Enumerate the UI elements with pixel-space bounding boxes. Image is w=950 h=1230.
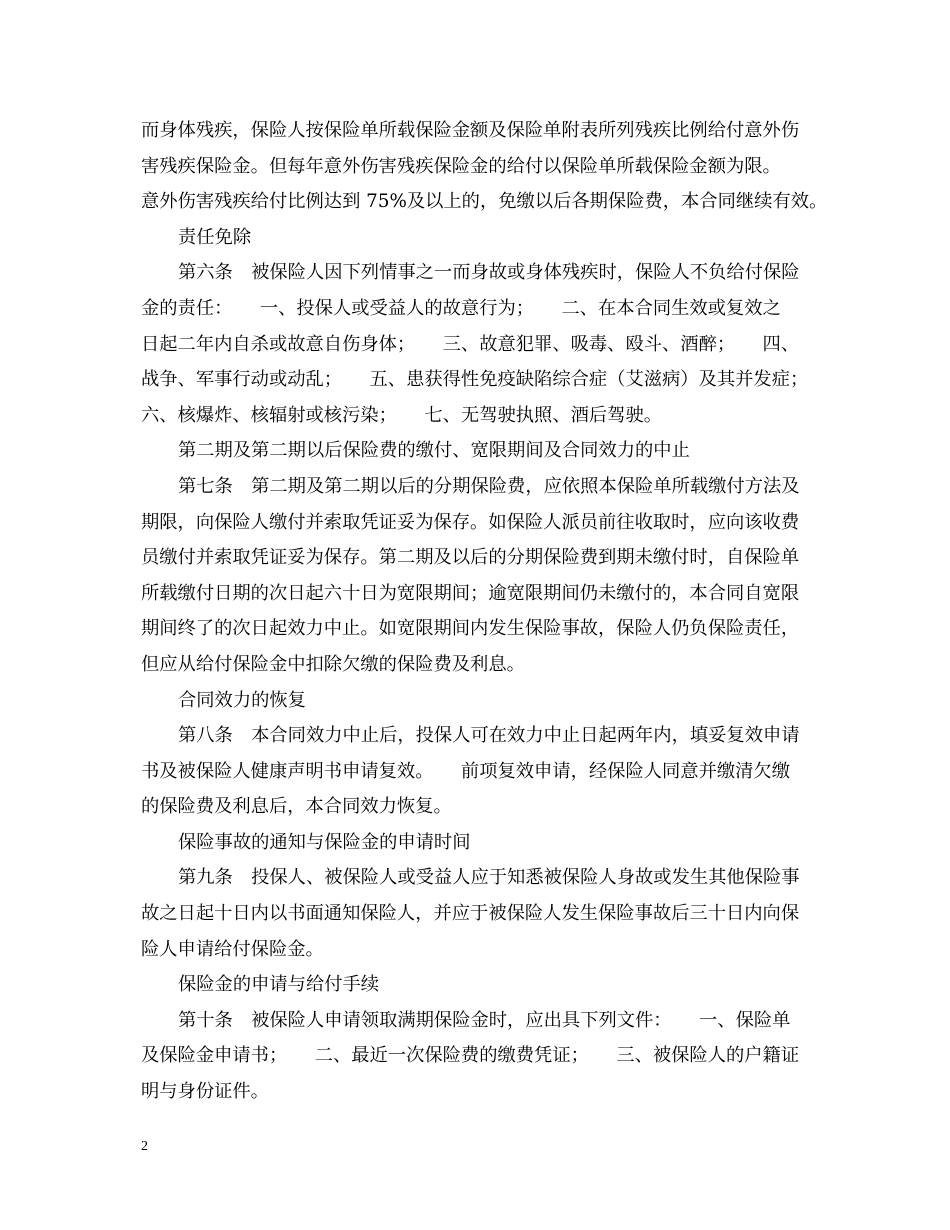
- text-line: 第八条 本合同效力中止后，投保人可在效力中止日起两年内，填妥复效申请: [178, 725, 800, 747]
- section-heading: 保险事故的通知与保险金的申请时间: [178, 831, 471, 853]
- text-line: 第七条 第二期及第二期以后的分期保险费，应依照本保险单所载缴付方法及: [178, 475, 800, 497]
- document-body: [141, 113, 828, 1110]
- text-line: 故之日起十日内以书面通知保险人，并应于被保险人发生保险事故后三十日内向保: [141, 903, 800, 925]
- text-line: 第六条 被保险人因下列情事之一而身故或身体残疾时，保险人不负给付保险: [178, 262, 800, 284]
- section-heading: 责任免除: [178, 226, 252, 248]
- text-line: 意外伤害残疾给付比例达到 75%及以上的，免缴以后各期保险费，本合同继续有效。: [141, 191, 828, 213]
- text-line: 及保险金申请书； 二、最近一次保险费的缴费凭证； 三、被保险人的户籍证: [141, 1045, 800, 1067]
- section-heading: 保险金的申请与给付手续: [178, 974, 380, 996]
- text-line: 日起二年内自杀或故意自伤身体； 三、故意犯罪、吸毒、殴斗、酒醉； 四、: [141, 333, 800, 355]
- text-line: 所载缴付日期的次日起六十日为宽限期间；逾宽限期间仍未缴付的，本合同自宽限: [141, 582, 800, 604]
- text-line: 员缴付并索取凭证妥为保存。第二期及以后的分期保险费到期未缴付时，自保险单: [141, 547, 800, 569]
- text-line: 但应从给付保险金中扣除欠缴的保险费及利息。: [141, 653, 525, 675]
- text-line: 明与身份证件。: [141, 1081, 269, 1103]
- text-line: 书及被保险人健康声明书申请复效。 前项复效申请，经保险人同意并缴清欠缴: [141, 760, 790, 782]
- text-line: 害残疾保险金。但每年意外伤害残疾保险金的给付以保险单所载保险金额为限。: [141, 155, 781, 177]
- section-heading: 第二期及第二期以后保险费的缴付、宽限期间及合同效力的中止: [178, 440, 690, 462]
- section-heading: 合同效力的恢复: [178, 689, 306, 711]
- text-line: 期限，向保险人缴付并索取凭证妥为保存。如保险人派员前往收取时，应向该收费: [141, 511, 800, 533]
- text-line: 第十条 被保险人申请领取满期保险金时，应出具下列文件： 一、保险单: [178, 1009, 791, 1031]
- text-line: 六、核爆炸、核辐射或核污染； 七、无驾驶执照、酒后驾驶。: [141, 404, 663, 426]
- text-line: 而身体残疾，保险人按保险单所载保险金额及保险单附表所列残疾比例给付意外伤: [141, 120, 800, 141]
- text-line: 战争、军事行动或动乱； 五、患获得性免疫缺陷综合症（艾滋病）及其并发症；: [141, 369, 809, 391]
- text-line: 的保险费及利息后，本合同效力恢复。: [141, 796, 452, 818]
- text-line: 第九条 投保人、被保险人或受益人应于知悉被保险人身故或发生其他保险事: [178, 867, 800, 889]
- text-line: 险人申请给付保险金。: [141, 938, 324, 960]
- text-line: 金的责任： 一、投保人或受益人的故意行为； 二、在本合同生效或复效之: [141, 297, 781, 319]
- page-number: 2: [141, 1139, 148, 1154]
- text-line: 期间终了的次日起效力中止。如宽限期间内发生保险事故，保险人仍负保险责任，: [141, 618, 800, 640]
